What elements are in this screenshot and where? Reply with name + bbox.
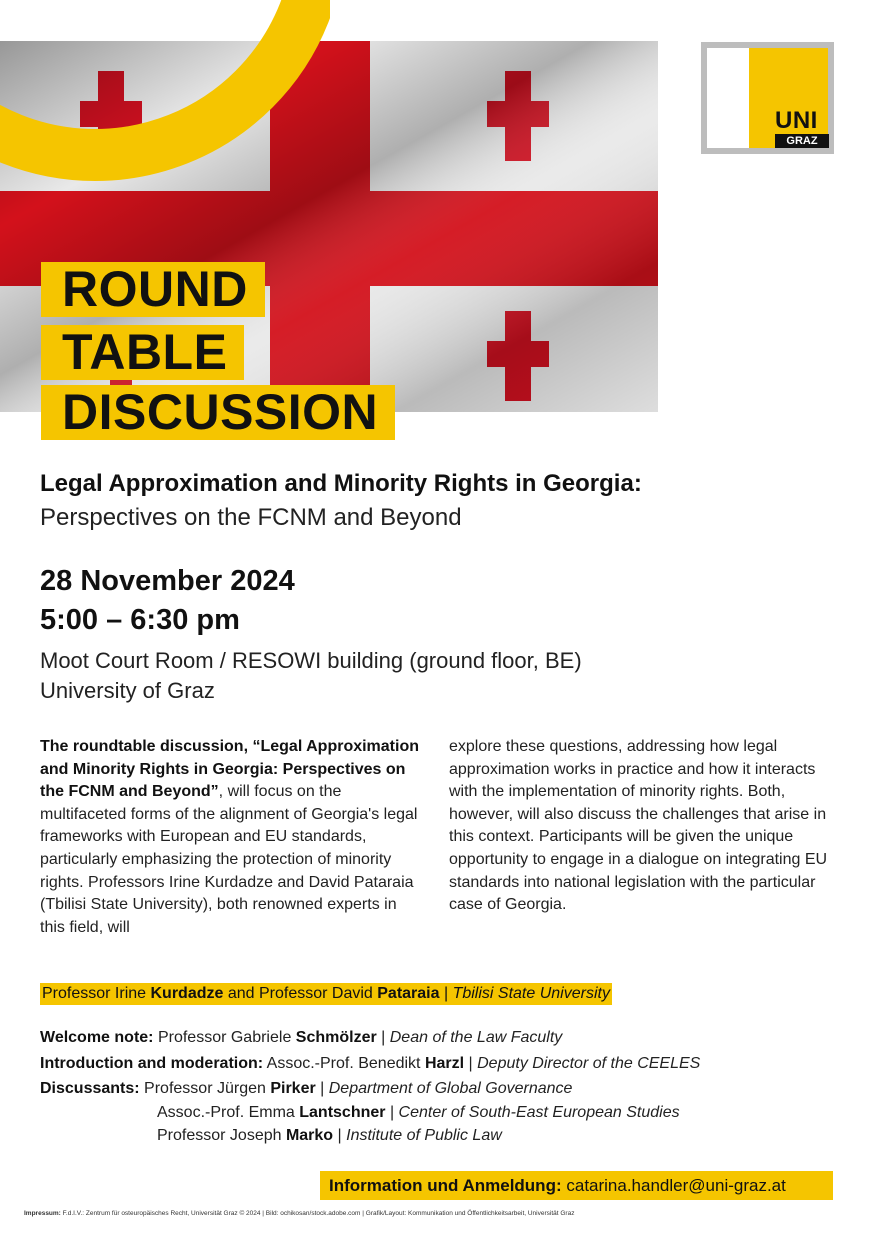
discussant-name: Lantschner (299, 1104, 386, 1121)
contact-box (320, 1171, 833, 1200)
contact-email-link[interactable]: catarina.handler@uni-graz.at (566, 1176, 786, 1195)
speaker-1-name: Kurdadze (150, 985, 224, 1002)
moderation-label: Introduction and moderation: (40, 1055, 264, 1072)
impressum (24, 1209, 574, 1218)
discussant-role: Center of South-East European Studies (398, 1104, 680, 1121)
event-subtitle: Perspectives on the FCNM and Beyond (40, 504, 462, 531)
description-right (449, 736, 839, 917)
heading-line-2: TABLE (41, 325, 244, 380)
speakers-affiliation: Tbilisi State University (452, 985, 610, 1002)
description-left (40, 736, 422, 939)
event-institution: University of Graz (40, 678, 215, 703)
speaker-2-prefix: and Professor David (223, 985, 378, 1002)
event-venue-block (40, 646, 582, 706)
event-date: 28 November 2024 (40, 565, 295, 597)
uni-graz-logo (701, 42, 834, 154)
discussant-prefix: Professor Joseph (157, 1127, 286, 1144)
discussants-line-1: Discussants: Professor Jürgen Pirker | Department of Global Governance (40, 1080, 573, 1097)
moderation-prefix: Assoc.-Prof. Benedikt (263, 1055, 425, 1072)
discussants-line-3: Professor Joseph Marko | Institute of Public Law (157, 1127, 502, 1144)
heading-line-3: DISCUSSION (41, 385, 395, 440)
discussant-prefix: Assoc.-Prof. Emma (157, 1104, 300, 1121)
discussant-name: Pirker (270, 1080, 316, 1097)
discussant-role: Institute of Public Law (346, 1127, 502, 1144)
welcome-label: Welcome note: (40, 1029, 154, 1046)
yellow-arc-decoration (0, 0, 330, 210)
moderation-name: Harzl (424, 1055, 465, 1072)
impressum-label: Impressum: (24, 1210, 61, 1217)
logo-uni-text: UNI (775, 107, 818, 134)
moderation-note: Introduction and moderation: Assoc.-Prof. Benedikt Harzl | Deputy Director of the CEELES (40, 1055, 701, 1072)
welcome-role: Dean of the Law Faculty (389, 1029, 563, 1046)
discussant-prefix: Professor Jürgen (144, 1080, 271, 1097)
welcome-note: Welcome note: Professor Gabriele Schmölzer | Dean of the Law Faculty (40, 1029, 563, 1046)
discussant-name: Marko (285, 1127, 334, 1144)
description-right-text: explore these questions, addressing how legal approximation works in practice and how it interacts with the implementation of minority rights. Both, however, will also discuss the challenges that arise in this context. Participants will be given the unique opportunity to engage in a dialogue on integrating EU standards into national legislation with the particular case of Georgia. (449, 738, 828, 914)
speaker-1-prefix: Professor Irine (42, 985, 151, 1002)
event-title-block (40, 467, 840, 535)
heading-line-1: ROUND (41, 262, 265, 317)
event-datetime (40, 562, 295, 640)
welcome-name: Schmölzer (295, 1029, 377, 1046)
moderation-role: Deputy Director of the CEELES (477, 1055, 701, 1072)
description-left-text: , will focus on the multifaceted forms of the alignment of Georgia's legal frameworks with European and EU standards, particularly emphasizing the protection of minority rights. Professors Irine Kurdadze and David Pataraia (Tbilisi State University), both renowned experts in this field, will (40, 783, 418, 936)
contact-label: Information und Anmeldung: (329, 1176, 562, 1195)
speakers-separator: | (439, 985, 453, 1002)
description-lead: The roundtable discussion, “Legal Approximation and Minority Rights in Georgia: Perspectives on the FCNM and Beyond” (40, 738, 419, 801)
event-venue: Moot Court Room / RESOWI building (ground floor, BE) (40, 648, 582, 673)
speakers-line (40, 983, 612, 1005)
discussants-label: Discussants: (40, 1080, 140, 1097)
event-time: 5:00 – 6:30 pm (40, 604, 240, 636)
event-title: Legal Approximation and Minority Rights in Georgia: (40, 470, 642, 497)
speaker-2-name: Pataraia (377, 985, 440, 1002)
discussant-role: Department of Global Governance (328, 1080, 573, 1097)
discussants-line-2: Assoc.-Prof. Emma Lantschner | Center of South-East European Studies (157, 1104, 680, 1121)
logo-graz-text: GRAZ (775, 134, 829, 148)
impressum-text: F.d.I.V.: Zentrum für osteuropäisches Recht, Universität Graz © 2024 | Bild: ochikosan/stock.adobe.com | Grafik/Layout: Kommunikation und Öffentlichkeitsarbeit, Universität Graz (62, 1210, 575, 1217)
welcome-prefix: Professor Gabriele (153, 1029, 296, 1046)
